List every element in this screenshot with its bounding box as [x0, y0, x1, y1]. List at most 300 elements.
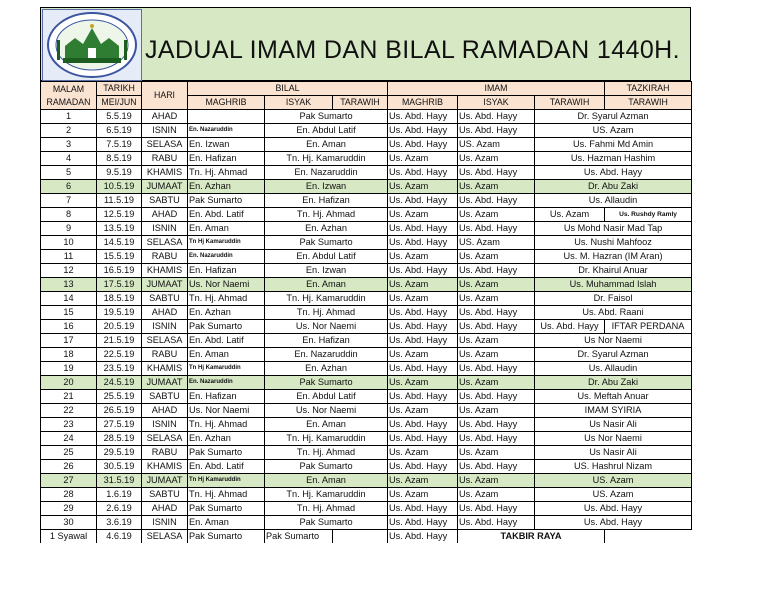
header-tarikh: TARIKH [97, 82, 142, 96]
table-row [41, 152, 692, 166]
cell-imam-maghrib: Us. Abd. Hayy [388, 110, 458, 124]
cell-malam: 23 [41, 418, 97, 432]
header-imam-maghrib: MAGHRIB [388, 96, 458, 110]
cell-tarikh: 5.5.19 [97, 110, 142, 124]
cell-imam-maghrib: Us. Azam [388, 152, 458, 166]
cell-tarikh: 7.5.19 [97, 138, 142, 152]
cell-bilal-maghrib: Tn Hj Kamaruddin [188, 474, 265, 488]
cell-hari: SABTU [142, 390, 188, 404]
cell-malam: 14 [41, 292, 97, 306]
table-row [41, 348, 692, 362]
cell-bilal-isyak-tarawih: Tn. Hj. Kamaruddin [265, 432, 388, 446]
cell-malam: 1 [41, 110, 97, 124]
cell-hari: JUMAAT [142, 180, 188, 194]
cell-bilal-maghrib [188, 110, 265, 124]
cell-hari: ISNIN [142, 516, 188, 530]
cell-bilal-isyak-tarawih: En. Izwan [265, 264, 388, 278]
cell-tazkirah: Us. Fahmi Md Amin [535, 138, 692, 152]
cell-tazkirah: Us Nasir Ali [535, 446, 692, 460]
cell-bilal-maghrib: En. Nazaruddin [188, 124, 265, 138]
cell-tazkirah: Us. Abd. Hayy [535, 502, 692, 516]
cell-imam-isyak: Us. Azam [458, 474, 535, 488]
cell-imam-maghrib: Us. Azam [388, 292, 458, 306]
cell-tazkirah: Dr. Abu Zaki [535, 376, 692, 390]
cell-bilal-isyak-tarawih: En. Izwan [265, 180, 388, 194]
cell-hari: ISNIN [142, 124, 188, 138]
cell-tazkirah: Us. Abd. Hayy [535, 166, 692, 180]
cell-bilal-isyak-tarawih: Tn. Hj. Ahmad [265, 306, 388, 320]
table-row [41, 446, 692, 460]
cell-hari: RABU [142, 446, 188, 460]
header-hari: HARI [142, 82, 188, 110]
cell-tarikh: 11.5.19 [97, 194, 142, 208]
cell-bilal-isyak-tarawih: En. Abdul Latif [265, 250, 388, 264]
cell-bilal-maghrib: Tn. Hj. Ahmad [188, 418, 265, 432]
cell-bilal-tarawih-empty [333, 530, 388, 544]
cell-bilal-isyak-tarawih: En. Azhan [265, 362, 388, 376]
cell-malam: 19 [41, 362, 97, 376]
table-row [41, 404, 692, 418]
cell-hari: KHAMIS [142, 166, 188, 180]
cell-imam-isyak: Us. Abd. Hayy [458, 320, 535, 334]
cell-malam: 25 [41, 446, 97, 460]
cell-bilal-isyak-tarawih: Pak Sumarto [265, 460, 388, 474]
cell-hari: SELASA [142, 334, 188, 348]
cell-imam-maghrib: Us. Azam [388, 348, 458, 362]
table-row [41, 166, 692, 180]
cell-hari: KHAMIS [142, 362, 188, 376]
cell-bilal-isyak-tarawih: Tn. Hj. Ahmad [265, 208, 388, 222]
table-row [41, 376, 692, 390]
cell-bilal-maghrib: En. Nazaruddin [188, 250, 265, 264]
cell-imam-isyak: Us. Azam [458, 404, 535, 418]
cell-tarikh: 26.5.19 [97, 404, 142, 418]
table-row [41, 460, 692, 474]
cell-malam: 15 [41, 306, 97, 320]
cell-imam-isyak: Us. Abd. Hayy [458, 124, 535, 138]
cell-imam-maghrib: Us. Abd. Hayy [388, 320, 458, 334]
cell-bilal-isyak-tarawih: En. Azhan [265, 222, 388, 236]
cell-bilal-maghrib: Tn Hj Kamaruddin [188, 236, 265, 250]
cell-imam-isyak: Us. Abd. Hayy [458, 516, 535, 530]
header-bilal-isyak: ISYAK [265, 96, 333, 110]
cell-bilal-isyak-tarawih: En. Aman [265, 418, 388, 432]
cell-malam: 7 [41, 194, 97, 208]
cell-imam-maghrib: Us. Abd. Hayy [388, 460, 458, 474]
cell-bilal-maghrib: En. Hafizan [188, 264, 265, 278]
table-row [41, 488, 692, 502]
cell-tazkirah: IMAM SYIRIA [535, 404, 692, 418]
header-tazkirah: TAZKIRAH [605, 82, 692, 96]
cell-malam: 5 [41, 166, 97, 180]
cell-malam: 18 [41, 348, 97, 362]
cell-bilal-maghrib: Tn Hj Kamaruddin [188, 362, 265, 376]
table-row [41, 250, 692, 264]
cell-imam-isyak: Us. Abd. Hayy [458, 166, 535, 180]
cell-imam-isyak: Us. Azam [458, 152, 535, 166]
cell-malam: 4 [41, 152, 97, 166]
cell-imam-maghrib: Us. Azam [388, 376, 458, 390]
cell-imam-maghrib: Us. Azam [388, 474, 458, 488]
cell-tazkirah: Dr. Abu Zaki [535, 180, 692, 194]
cell-tarikh: 19.5.19 [97, 306, 142, 320]
cell-tazkirah: US. Azam [535, 124, 692, 138]
cell-imam-tarawih: Us. Azam [535, 208, 605, 222]
cell-imam-maghrib: Us. Abd. Hayy [388, 516, 458, 530]
cell-imam-maghrib: Us. Azam [388, 208, 458, 222]
cell-bilal-maghrib: En. Azhan [188, 306, 265, 320]
table-row [41, 390, 692, 404]
cell-bilal-maghrib: Tn. Hj. Ahmad [188, 166, 265, 180]
cell-bilal-isyak-tarawih: En. Nazaruddin [265, 348, 388, 362]
cell-malam: 13 [41, 278, 97, 292]
header-imam: IMAM [388, 82, 605, 96]
cell-bilal-isyak-tarawih: Us. Nor Naemi [265, 320, 388, 334]
cell-tazkirah: Dr. Syarul Azman [535, 348, 692, 362]
cell-tarikh: 8.5.19 [97, 152, 142, 166]
cell-hari: ISNIN [142, 418, 188, 432]
cell-bilal-isyak-tarawih: Tn. Hj. Kamaruddin [265, 488, 388, 502]
cell-malam: 1 Syawal [41, 530, 97, 544]
cell-malam: 20 [41, 376, 97, 390]
cell-hari: AHAD [142, 208, 188, 222]
cell-malam: 21 [41, 390, 97, 404]
cell-tarikh: 2.6.19 [97, 502, 142, 516]
table-row [41, 222, 692, 236]
cell-imam-isyak: Us. Abd. Hayy [458, 306, 535, 320]
cell-hari: SELASA [142, 236, 188, 250]
cell-imam-isyak: Us. Abd. Hayy [458, 390, 535, 404]
cell-tarikh: 15.5.19 [97, 250, 142, 264]
cell-tazkirah: IFTAR PERDANA [605, 320, 692, 334]
table-row-syawal [41, 530, 692, 544]
cell-tazkirah: Dr. Syarul Azman [535, 110, 692, 124]
cell-imam-isyak: Us. Azam [458, 348, 535, 362]
cell-imam-isyak: Us. Abd. Hayy [458, 418, 535, 432]
header-tazkirah-tarawih: TARAWIH [605, 96, 692, 110]
cell-hari: SABTU [142, 488, 188, 502]
cell-tarikh: 9.5.19 [97, 166, 142, 180]
cell-bilal-maghrib: En. Hafizan [188, 152, 265, 166]
cell-bilal-maghrib: Pak Sumarto [188, 194, 265, 208]
cell-bilal-maghrib: Pak Sumarto [188, 530, 265, 544]
cell-hari: AHAD [142, 306, 188, 320]
cell-bilal-maghrib: En. Azhan [188, 432, 265, 446]
header-meijun: MEI/JUN [97, 96, 142, 110]
cell-tarikh: 16.5.19 [97, 264, 142, 278]
cell-imam-isyak: Us. Abd. Hayy [458, 362, 535, 376]
cell-malam: 12 [41, 264, 97, 278]
cell-tazkirah: Us. Allaudin [535, 362, 692, 376]
cell-imam-isyak: Us. Abd. Hayy [458, 194, 535, 208]
cell-tarikh: 22.5.19 [97, 348, 142, 362]
cell-tarikh: 1.6.19 [97, 488, 142, 502]
cell-malam: 28 [41, 488, 97, 502]
header-bilal-maghrib: MAGHRIB [188, 96, 265, 110]
cell-hari: KHAMIS [142, 264, 188, 278]
cell-bilal-maghrib: En. Izwan [188, 138, 265, 152]
cell-hari: RABU [142, 152, 188, 166]
cell-hari: KHAMIS [142, 460, 188, 474]
cell-malam: 10 [41, 236, 97, 250]
cell-hari: ISNIN [142, 320, 188, 334]
cell-tarikh: 23.5.19 [97, 362, 142, 376]
cell-malam: 9 [41, 222, 97, 236]
cell-imam-maghrib: Us. Abd. Hayy [388, 194, 458, 208]
cell-hari: SELASA [142, 432, 188, 446]
cell-malam: 26 [41, 460, 97, 474]
cell-bilal-maghrib: Pak Sumarto [188, 502, 265, 516]
cell-tarikh: 3.6.19 [97, 516, 142, 530]
cell-bilal-maghrib: En. Abd. Latif [188, 460, 265, 474]
cell-bilal-maghrib: En. Aman [188, 222, 265, 236]
cell-bilal-isyak-tarawih: En. Aman [265, 138, 388, 152]
cell-imam-maghrib: Us. Abd. Hayy [388, 264, 458, 278]
cell-tazkirah: Us. M. Hazran (IM Aran) [535, 250, 692, 264]
cell-tarikh: 21.5.19 [97, 334, 142, 348]
cell-imam-isyak: Us. Azam [458, 278, 535, 292]
cell-bilal-isyak-tarawih: En. Hafizan [265, 334, 388, 348]
cell-hari: AHAD [142, 404, 188, 418]
table-row [41, 138, 692, 152]
header-bilal-tarawih: TARAWIH [333, 96, 388, 110]
table-row [41, 208, 692, 222]
cell-imam-isyak: Us. Azam [458, 292, 535, 306]
cell-imam-isyak: Us. Azam [458, 180, 535, 194]
cell-bilal-maghrib: En. Abd. Latif [188, 208, 265, 222]
cell-bilal-maghrib: Tn. Hj. Ahmad [188, 292, 265, 306]
cell-bilal-isyak-tarawih: En. Aman [265, 278, 388, 292]
cell-bilal-maghrib: En. Azhan [188, 180, 265, 194]
cell-malam: 3 [41, 138, 97, 152]
cell-imam-maghrib: Us. Azam [388, 250, 458, 264]
cell-bilal-isyak-tarawih: En. Hafizan [265, 194, 388, 208]
header-imam-isyak: ISYAK [458, 96, 535, 110]
cell-tazkirah: Us Nasir Ali [535, 418, 692, 432]
cell-tarikh: 13.5.19 [97, 222, 142, 236]
cell-tazkirah: Us Nor Naemi [535, 334, 692, 348]
table-row [41, 502, 692, 516]
table-row [41, 306, 692, 320]
cell-imam-isyak: Us. Abd. Hayy [458, 264, 535, 278]
cell-hari: JUMAAT [142, 376, 188, 390]
cell-imam-maghrib: Us. Abd. Hayy [388, 418, 458, 432]
cell-imam-maghrib: Us. Abd. Hayy [388, 306, 458, 320]
table-row [41, 292, 692, 306]
cell-imam-maghrib: Us. Abd. Hayy [388, 362, 458, 376]
cell-tazkirah: Us. Abd. Raani [535, 306, 692, 320]
cell-hari: JUMAAT [142, 474, 188, 488]
page-title: JADUAL IMAM DAN BILAL RAMADAN 1440H. [145, 36, 680, 64]
cell-tarikh: 31.5.19 [97, 474, 142, 488]
cell-malam: 17 [41, 334, 97, 348]
header-ramadan: RAMADAN [46, 96, 91, 107]
cell-tazkirah: Us. Meftah Anuar [535, 390, 692, 404]
cell-tarikh: 10.5.19 [97, 180, 142, 194]
cell-malam: 29 [41, 502, 97, 516]
cell-tazkirah: US. Azam [535, 474, 692, 488]
cell-tazkirah: US. Hashrul Nizam [535, 460, 692, 474]
cell-tazkirah: Us. Allaudin [535, 194, 692, 208]
cell-bilal-isyak-tarawih: Pak Sumarto [265, 236, 388, 250]
cell-imam-maghrib: Us. Abd. Hayy [388, 236, 458, 250]
col-malam-ramadan [41, 82, 97, 110]
cell-tazkirah: Us. Abd. Hayy [535, 516, 692, 530]
cell-hari: JUMAAT [142, 278, 188, 292]
table-row [41, 110, 692, 124]
cell-bilal-maghrib: En. Nazaruddin [188, 376, 265, 390]
cell-tarikh: 25.5.19 [97, 390, 142, 404]
table-row [41, 180, 692, 194]
cell-takbir-raya: TAKBIR RAYA [458, 530, 605, 544]
cell-malam: 27 [41, 474, 97, 488]
cell-bilal-isyak-tarawih: Tn. Hj. Ahmad [265, 446, 388, 460]
table-row [41, 264, 692, 278]
table-row [41, 432, 692, 446]
cell-bilal-maghrib: En. Aman [188, 348, 265, 362]
cell-imam-maghrib: Us. Abd. Hayy [388, 166, 458, 180]
cell-malam: 8 [41, 208, 97, 222]
cell-malam: 16 [41, 320, 97, 334]
cell-tarikh: 12.5.19 [97, 208, 142, 222]
cell-hari: RABU [142, 250, 188, 264]
cell-imam-maghrib: Us. Abd. Hayy [388, 124, 458, 138]
cell-imam-isyak: Us. Azam [458, 208, 535, 222]
title-band [40, 7, 691, 81]
table-body [41, 110, 692, 544]
cell-tazkirah: Us. Rushdy Ramly [605, 208, 692, 222]
cell-imam-isyak: Us. Abd. Hayy [458, 432, 535, 446]
cell-tazkirah: Us. Nushi Mahfooz [535, 236, 692, 250]
cell-imam-maghrib: Us. Azam [388, 488, 458, 502]
cell-bilal-isyak-tarawih: Us. Nor Naemi [265, 404, 388, 418]
cell-bilal-isyak-tarawih: Tn. Hj. Kamaruddin [265, 152, 388, 166]
cell-tarikh: 29.5.19 [97, 446, 142, 460]
cell-imam-isyak: Us. Azam [458, 250, 535, 264]
cell-bilal-maghrib: Pak Sumarto [188, 320, 265, 334]
cell-tazkirah: Us Mohd Nasir Mad Tap [535, 222, 692, 236]
cell-tarikh: 17.5.19 [97, 278, 142, 292]
table-row [41, 124, 692, 138]
cell-imam-isyak: Us. Azam [458, 488, 535, 502]
cell-tarikh: 20.5.19 [97, 320, 142, 334]
cell-malam: 11 [41, 250, 97, 264]
cell-imam-isyak: Us. Abd. Hayy [458, 460, 535, 474]
cell-imam-isyak: Us. Abd. Hayy [458, 222, 535, 236]
cell-malam: 30 [41, 516, 97, 530]
cell-imam-maghrib: Us. Abd. Hayy [388, 390, 458, 404]
cell-bilal-isyak: Pak Sumarto [265, 530, 333, 544]
cell-bilal-maghrib: Tn. Hj. Ahmad [188, 488, 265, 502]
cell-tarikh: 6.5.19 [97, 124, 142, 138]
cell-imam-isyak: US. Azam [458, 138, 535, 152]
cell-hari: SABTU [142, 194, 188, 208]
cell-imam-maghrib: Us. Abd. Hayy [388, 530, 458, 544]
header-imam-tarawih: TARAWIH [535, 96, 605, 110]
header-malam: MALAM [52, 83, 85, 94]
table-row [41, 418, 692, 432]
cell-imam-maghrib: Us. Abd. Hayy [388, 138, 458, 152]
cell-tazkirah: Us Nor Naemi [535, 432, 692, 446]
cell-imam-isyak: Us. Abd. Hayy [458, 110, 535, 124]
cell-bilal-isyak-tarawih: Pak Sumarto [265, 110, 388, 124]
table-header [41, 82, 692, 110]
cell-hari: SELASA [142, 138, 188, 152]
table-row [41, 236, 692, 250]
cell-imam-maghrib: Us. Abd. Hayy [388, 222, 458, 236]
cell-tazkirah: Dr. Faisol [535, 292, 692, 306]
cell-bilal-isyak-tarawih: Tn. Hj. Kamaruddin [265, 292, 388, 306]
cell-empty [605, 530, 692, 544]
cell-malam: 6 [41, 180, 97, 194]
mosque-emblem-icon [42, 9, 142, 81]
schedule-sheet [40, 7, 691, 543]
cell-tarikh: 4.6.19 [97, 530, 142, 544]
cell-bilal-isyak-tarawih: En. Abdul Latif [265, 124, 388, 138]
cell-bilal-maghrib: En. Aman [188, 516, 265, 530]
cell-malam: 24 [41, 432, 97, 446]
cell-bilal-maghrib: Pak Sumarto [188, 446, 265, 460]
cell-imam-isyak: US. Azam [458, 236, 535, 250]
cell-imam-maghrib: Us. Azam [388, 278, 458, 292]
cell-tarikh: 27.5.19 [97, 418, 142, 432]
table-row [41, 362, 692, 376]
cell-tarikh: 14.5.19 [97, 236, 142, 250]
cell-imam-isyak: Us. Azam [458, 334, 535, 348]
cell-bilal-isyak-tarawih: Tn. Hj. Ahmad [265, 502, 388, 516]
cell-hari: SABTU [142, 292, 188, 306]
cell-tarikh: 28.5.19 [97, 432, 142, 446]
cell-bilal-isyak-tarawih: En. Abdul Latif [265, 390, 388, 404]
cell-hari: ISNIN [142, 222, 188, 236]
cell-imam-isyak: Us. Azam [458, 446, 535, 460]
cell-bilal-maghrib: Us. Nor Naemi [188, 278, 265, 292]
cell-imam-isyak: Us. Azam [458, 376, 535, 390]
cell-hari: AHAD [142, 110, 188, 124]
table-row [41, 320, 692, 334]
cell-imam-tarawih: Us. Abd. Hayy [535, 320, 605, 334]
cell-imam-maghrib: Us. Abd. Hayy [388, 432, 458, 446]
cell-hari: RABU [142, 348, 188, 362]
table-row [41, 516, 692, 530]
table-row [41, 474, 692, 488]
cell-tazkirah: US. Azam [535, 488, 692, 502]
cell-imam-isyak: Us. Abd. Hayy [458, 502, 535, 516]
cell-bilal-maghrib: Us. Nor Naemi [188, 404, 265, 418]
table-row [41, 194, 692, 208]
cell-imam-maghrib: Us. Abd. Hayy [388, 334, 458, 348]
cell-bilal-maghrib: En. Hafizan [188, 390, 265, 404]
cell-imam-maghrib: Us. Abd. Hayy [388, 502, 458, 516]
cell-imam-maghrib: Us. Azam [388, 446, 458, 460]
cell-tarikh: 24.5.19 [97, 376, 142, 390]
cell-hari: AHAD [142, 502, 188, 516]
cell-bilal-maghrib: En. Abd. Latif [188, 334, 265, 348]
header-bilal: BILAL [188, 82, 388, 96]
table-row [41, 334, 692, 348]
cell-bilal-isyak-tarawih: En. Nazaruddin [265, 166, 388, 180]
cell-tarikh: 30.5.19 [97, 460, 142, 474]
cell-bilal-isyak-tarawih: Pak Sumarto [265, 376, 388, 390]
cell-tarikh: 18.5.19 [97, 292, 142, 306]
cell-tazkirah: Us. Hazman Hashim [535, 152, 692, 166]
cell-tazkirah: Us. Muhammad Islah [535, 278, 692, 292]
cell-bilal-isyak-tarawih: En. Aman [265, 474, 388, 488]
cell-malam: 22 [41, 404, 97, 418]
cell-malam: 2 [41, 124, 97, 138]
cell-bilal-isyak-tarawih: Pak Sumarto [265, 516, 388, 530]
cell-hari: SELASA [142, 530, 188, 544]
